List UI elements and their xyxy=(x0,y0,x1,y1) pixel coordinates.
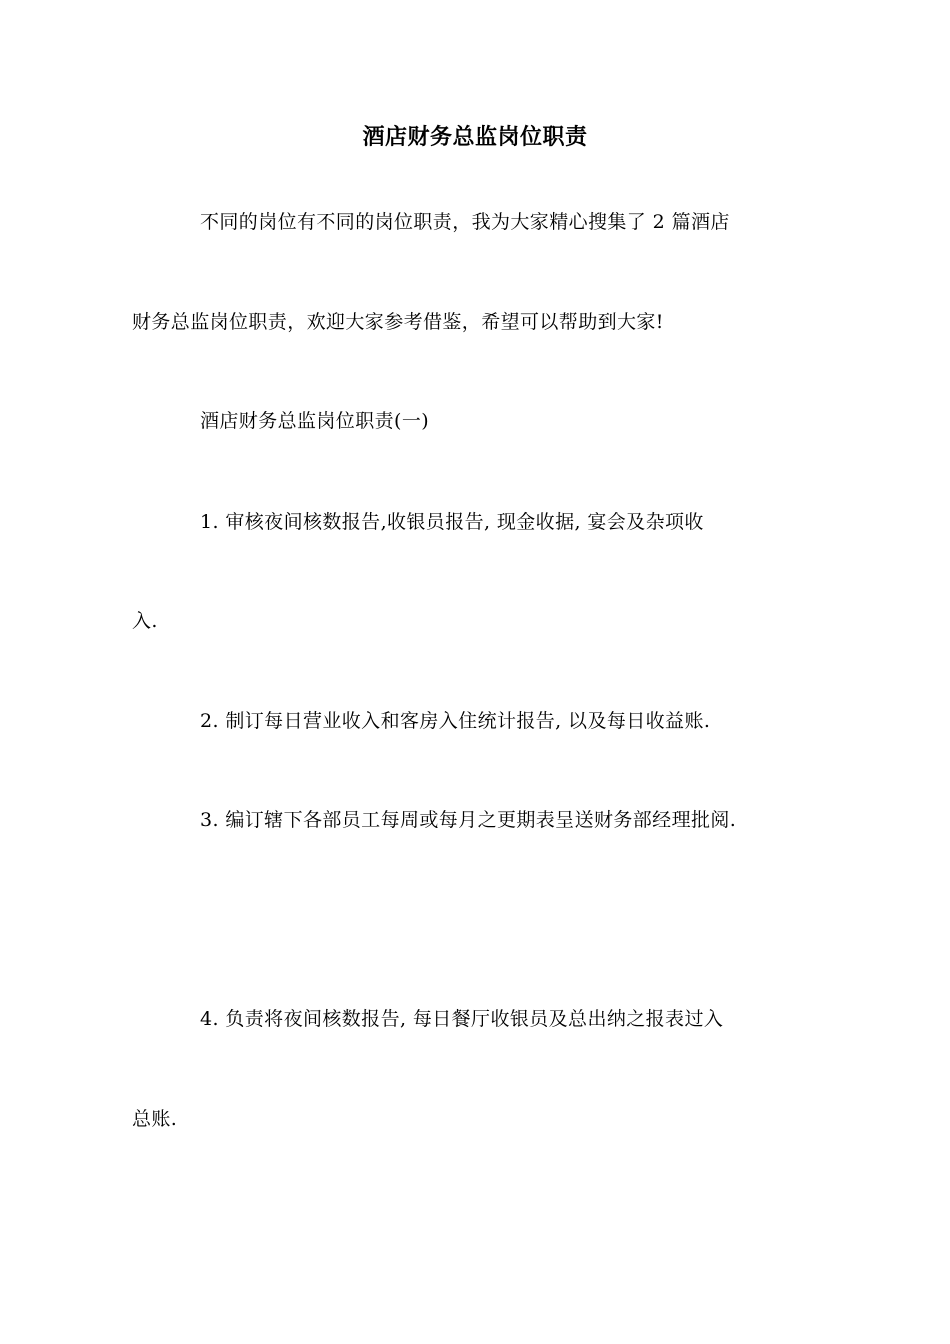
list-item-4-line-1: 4. 负责将夜间核数报告, 每日餐厅收银员及总出纳之报表过入 xyxy=(200,1008,724,1030)
list-item-3: 3. 编订辖下各部员工每周或每月之更期表呈送财务部经理批阅. xyxy=(200,809,737,831)
list-item-1-line-1: 1. 审核夜间核数报告,收银员报告, 现金收据, 宴会及杂项收 xyxy=(200,511,704,533)
list-item-1-line-2: 入. xyxy=(132,610,158,632)
intro-paragraph-line-1: 不同的岗位有不同的岗位职责，我为大家精心搜集了 2 篇酒店 xyxy=(200,211,730,233)
intro-paragraph-line-2: 财务总监岗位职责，欢迎大家参考借鉴，希望可以帮助到大家! xyxy=(132,311,664,333)
document-title: 酒店财务总监岗位职责 xyxy=(362,125,588,150)
section-heading: 酒店财务总监岗位职责(一) xyxy=(200,410,430,432)
list-item-2: 2. 制订每日营业收入和客房入住统计报告, 以及每日收益账. xyxy=(200,710,711,732)
list-item-4-line-2: 总账. xyxy=(132,1108,178,1130)
